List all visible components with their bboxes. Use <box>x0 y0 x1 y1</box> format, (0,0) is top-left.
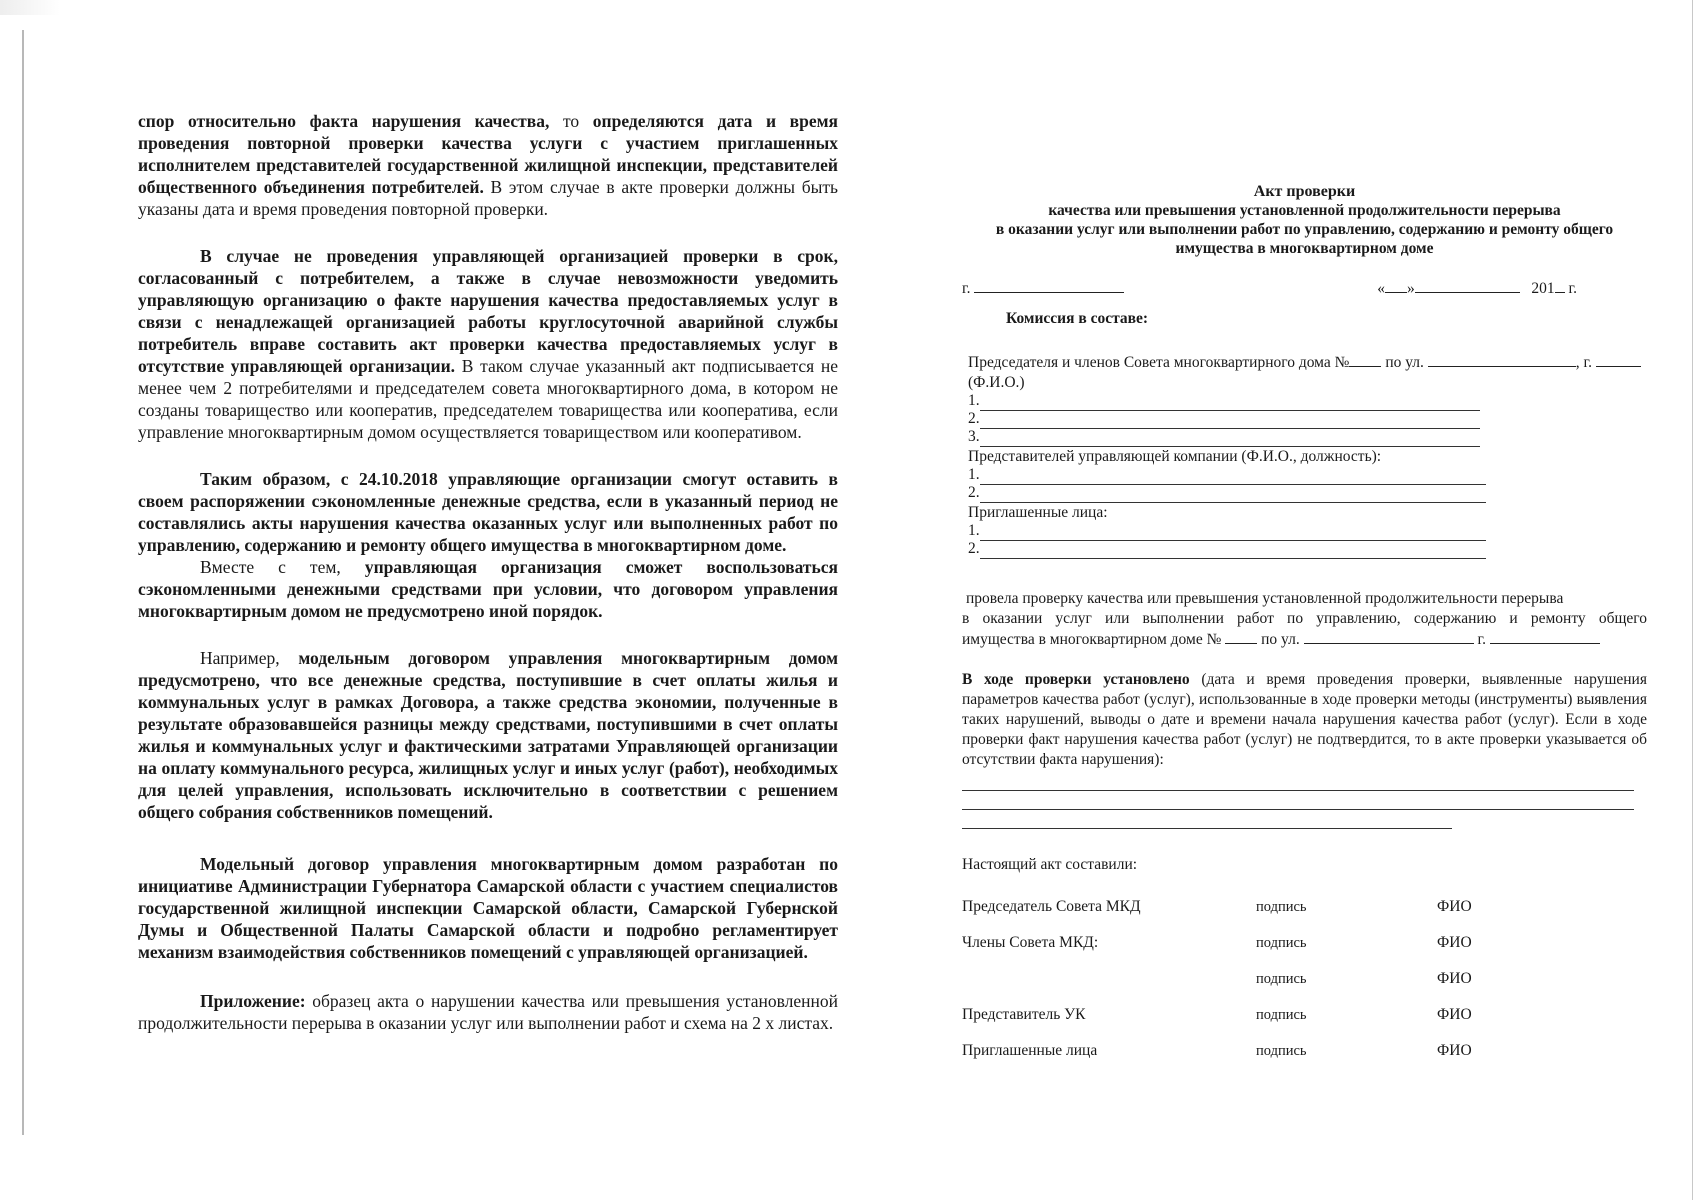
street-blank[interactable] <box>1428 352 1576 367</box>
signers-label: Настоящий акт составили: <box>962 856 1138 873</box>
paragraph <box>138 245 838 443</box>
fio-field[interactable]: ФИО <box>1437 934 1472 951</box>
text: в оказании услуг или выполнении работ по управлению, содержанию и ремонту общего <box>962 610 1647 627</box>
day-blank[interactable] <box>1385 278 1407 293</box>
act-title-line: качества или превышения установленной продолжительности перерыва <box>1048 202 1561 219</box>
line-number: 1. <box>968 522 980 539</box>
paragraph <box>138 647 838 823</box>
city-blank[interactable] <box>1490 629 1600 644</box>
entry-blank[interactable] <box>980 415 1480 429</box>
conducted-inspection-text <box>962 589 1647 650</box>
entry-blank[interactable] <box>980 397 1480 411</box>
quote-close: » <box>1407 280 1415 297</box>
year-blank[interactable] <box>1555 278 1565 293</box>
company-reps-label: Представителей управляющей компании (Ф.И.О., должность): <box>968 448 1382 465</box>
appendix-label: Приложение: <box>200 991 306 1011</box>
company-rep-line[interactable] <box>968 467 1647 485</box>
paragraph <box>138 110 838 220</box>
page-edge-line <box>22 30 24 1135</box>
month-blank[interactable] <box>1415 278 1520 293</box>
paragraph <box>138 853 838 963</box>
fio-field[interactable]: ФИО <box>1437 898 1472 915</box>
year-prefix: 201 <box>1531 280 1555 297</box>
line-number: 2. <box>968 410 980 427</box>
text-bold: определяются дата и время проведения повторной проверки качества услуги с участием приглашенных исполнителем представителей государственной жилищной инспекции, представителей общественного объединения потребителей. <box>138 111 839 197</box>
left-page <box>138 110 838 1059</box>
text-bold: В случае не проведения управляющей организацией проверки в срок, согласованный с потребителем, а также в случае невозможности уведомить управляющую организацию о факте нарушения качества предоставляемых услуг в связи с ненадлежащей организацией работы круглосуточной аварийной службы потребитель вправе составить акт проверки качества предоставляемых услуг в отсутствие управляющей организации. <box>138 246 838 376</box>
signers-section <box>962 855 1647 1077</box>
entry-blank[interactable] <box>980 433 1480 447</box>
text-bold: Модельный договор управления многоквартирным домом разработан по инициативе Администрации Губернатора Самарской области с участием специалистов государственной жилищной инспекции Самарской области, Самарской Губернской Думы и Общественной Палаты Самарской области и подробно регламентирует механизм взаимодействия собственников помещений с управляющей организацией. <box>138 854 838 962</box>
text: то <box>562 111 593 131</box>
entry-blank[interactable] <box>980 545 1486 559</box>
fio-field[interactable]: ФИО <box>1437 1042 1472 1059</box>
council-members-section <box>968 352 1647 559</box>
signature-field[interactable]: подпись <box>1256 971 1307 987</box>
entry-blank[interactable] <box>980 527 1486 541</box>
signer-role: Члены Совета МКД: <box>962 934 1099 951</box>
house-number-blank[interactable] <box>1349 352 1381 367</box>
line-number: 1. <box>968 466 980 483</box>
findings-instructions: (дата и время проведения проверки, выявленные нарушения параметров качества работ (услуг), использованные в ходе проверки методы (инструменты) выявления таких нарушений, выводы о дате и времени начала нарушения качества работ (услуг). Если в ходе проверки факт нарушения качества работ (услуг) не подтвердится, то в акте проверки указывается об отсутствии факта нарушения): <box>962 671 1647 768</box>
city-prefix: г. <box>962 280 971 297</box>
signer-row <box>962 1005 1647 1041</box>
street-label: по ул. <box>1261 631 1300 648</box>
text-bold: управляющая организация сможет воспользоваться сэкономленными денежными средствами при условии, что договором управления многоквартирным домом не предусмотрено иной порядок. <box>138 557 838 621</box>
council-label: Председателя и членов Совета многоквартирного дома № <box>968 354 1350 371</box>
paragraph <box>138 556 838 622</box>
text: Вместе с тем, <box>200 557 365 577</box>
text: Например, <box>200 648 299 668</box>
city-field <box>962 278 1124 299</box>
line-number: 1. <box>968 392 980 409</box>
signature-field[interactable]: подпись <box>1256 899 1307 915</box>
fio-field[interactable]: ФИО <box>1437 1006 1472 1023</box>
entry-blank[interactable] <box>980 489 1486 503</box>
invited-person-line[interactable] <box>968 541 1647 559</box>
text: провела проверку качества или превышения установленной продолжительности перерыва <box>966 590 1564 607</box>
findings-section <box>962 670 1647 770</box>
signer-role: Приглашенные лица <box>962 1042 1098 1059</box>
place-date-line <box>962 278 1647 299</box>
findings-lead: В ходе проверки установлено <box>962 671 1190 688</box>
year-suffix: г. <box>1568 280 1577 297</box>
address-line <box>962 629 1647 650</box>
appendix-paragraph <box>138 990 838 1034</box>
street-label: по ул. <box>1385 354 1424 371</box>
commission-label: Комиссия в составе: <box>1006 310 1149 327</box>
signer-row <box>962 897 1647 933</box>
text: В таком случае указанный акт подписывается не менее чем 2 потребителями и председателем совета многоквартирного дома, в котором не созданы товарищество или кооператив, председателем товарищества или кооператива, если управление многоквартирным домом осуществляется товариществом или кооперативом. <box>138 356 838 442</box>
act-title-heading: Акт проверки <box>1253 183 1356 200</box>
text: В этом случае в акте проверки должны быть указаны дата и время проведения повторной проверки. <box>138 177 839 219</box>
company-rep-line[interactable] <box>968 485 1647 503</box>
council-member-line[interactable] <box>968 429 1647 447</box>
findings-blank-line[interactable] <box>962 810 1452 829</box>
house-number-blank[interactable] <box>1225 629 1257 644</box>
page-edge-line <box>1692 0 1693 1200</box>
invited-persons-label: Приглашенные лица: <box>968 504 1108 521</box>
city-blank[interactable] <box>1596 352 1641 367</box>
text-bold: Таким образом, с 24.10.2018 управляющие организации смогут оставить в своем распоряжении сэкономленные денежные средства, если в указанный период не составлялись акты нарушения качества оказанных услуг или выполненных работ по управлению, содержанию и ремонту общего имущества в многоквартирном доме. <box>138 469 838 555</box>
right-page-act-form <box>962 182 1647 1077</box>
council-header-line <box>968 352 1647 373</box>
quote-open: « <box>1377 280 1386 297</box>
line-number: 3. <box>968 428 980 445</box>
council-member-line[interactable] <box>968 393 1647 411</box>
text-bold: спор относительно факта нарушения качества, <box>138 111 563 131</box>
fio-field[interactable]: ФИО <box>1437 970 1472 987</box>
invited-person-line[interactable] <box>968 523 1647 541</box>
city-label: , г. <box>1575 354 1593 371</box>
line-number: 2. <box>968 484 980 501</box>
signature-field[interactable]: подпись <box>1256 935 1307 951</box>
findings-blank-line[interactable] <box>962 772 1634 791</box>
date-field <box>1377 278 1577 299</box>
act-title-line: в оказании услуг или выполнении работ по управлению, содержанию и ремонту общего <box>995 221 1614 238</box>
findings-blank-line[interactable] <box>962 791 1634 810</box>
signature-field[interactable]: подпись <box>1256 1007 1307 1023</box>
council-member-line[interactable] <box>968 411 1647 429</box>
text: образец акта о нарушении качества или превышения установленной продолжительности перерыва в оказании услуг или выполнении работ и схема на 2 х листах. <box>138 991 838 1033</box>
findings-entry-lines <box>962 772 1647 829</box>
line-number: 2. <box>968 540 980 557</box>
signer-row <box>962 933 1647 969</box>
signer-role: Председатель Совета МКД <box>962 898 1141 915</box>
text-bold: модельным договором управления многоквартирным домом предусмотрено, что все денежные средства, поступившие в счет оплаты жилья и коммунальных услуг в рамках Договора, а также средства экономии, полученные в результате образовавшейся разницы между средствами, поступившими в счет оплаты жилья и коммунальных услуг и фактическими затратами Управляющей организации на оплату коммунального ресурса, жилищных услуг и иных услуг (работ), необходимых для целей управления, использовать исключительно в соответствии с решением общего собрания собственников помещений. <box>138 648 838 822</box>
signer-row <box>962 969 1647 1005</box>
act-title-line: имущества в многоквартирном доме <box>1175 240 1434 257</box>
fio-label: (Ф.И.О.) <box>968 374 1025 391</box>
signer-row <box>962 1041 1647 1077</box>
city-blank[interactable] <box>974 278 1124 293</box>
street-blank[interactable] <box>1304 629 1474 644</box>
act-title <box>962 182 1647 258</box>
paragraph <box>138 468 838 556</box>
signature-field[interactable]: подпись <box>1256 1043 1307 1059</box>
scan-artifact <box>0 0 60 15</box>
entry-blank[interactable] <box>980 471 1486 485</box>
text: имущества в многоквартирном доме № <box>962 631 1222 648</box>
signer-role: Представитель УК <box>962 1006 1086 1023</box>
city-label: г. <box>1477 631 1486 648</box>
